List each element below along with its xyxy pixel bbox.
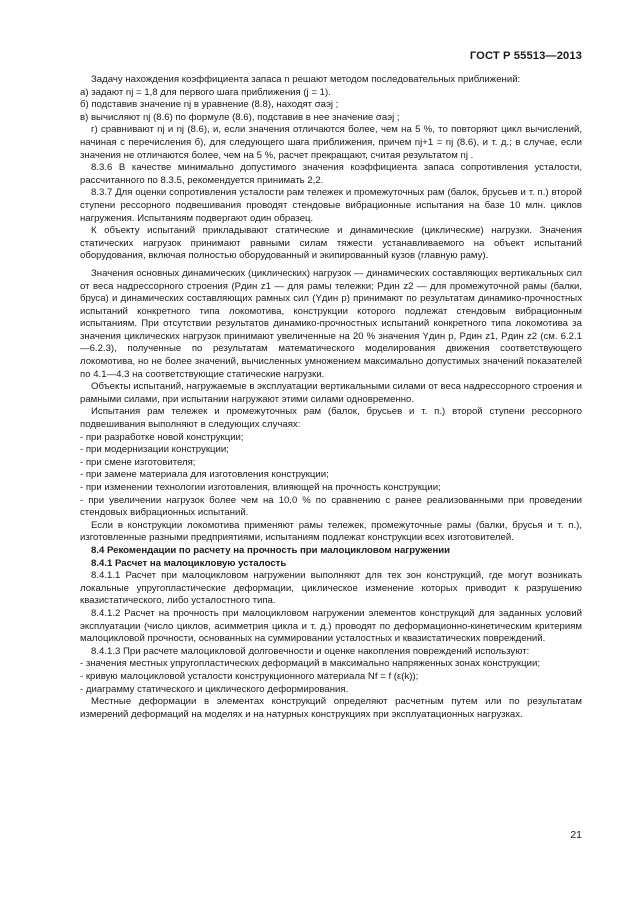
paragraph: а) задают nj = 1,8 для первого шага приближения (j = 1). (80, 86, 331, 98)
section-heading: 8.4 Рекомендации по расчету на прочность при малоцикловом нагружении (91, 544, 451, 556)
paragraph: - при изменении технологии изготовления, влияющей на прочность конструкции; (80, 482, 441, 493)
paragraph: - кривую малоцикловой усталости конструкционного материала Nf = f (ε(k)); (80, 670, 419, 682)
paragraph: Местные деформации в элементах конструкций определяют расчетным путем или по результатам измерений деформаций на моделях и на натурных конструкциях при эксплуатационных нагрузках. (80, 696, 582, 720)
page-number: 21 (570, 829, 582, 841)
document-body (80, 74, 582, 721)
paragraph: - диаграмму статического и циклического деформирования. (80, 683, 349, 695)
paragraph: 8.3.7 Для оценки сопротивления усталости рам тележек и промежуточных рам (балок, брусьев и т. п.) второй ступени рессорного подвешивания проводят стендовые вибрационные испытания на базе 10 млн. циклов нагружения. Испытаниям подвергают один образец. (80, 187, 582, 224)
paragraph: К объекту испытаний прикладывают статические и динамические (циклические) нагрузки. Значения статических нагрузок принимают равными силам тяжести устанавливаемого на объект испытаний оборудования, включая полностью оборудованный и экипированный кузов (главную раму). (80, 225, 582, 262)
paragraph: 8.4.1.2 Расчет на прочность при малоцикловом нагружении элементов конструкций для заданных условий эксплуатации (число циклов, асимметрия цикла и т. д.) проводят по деформационно-кинетическим критериям малоцикловой прочности, основанных на суммировании усталостных и квазистатических повреждений. (80, 607, 582, 645)
paragraph: Задачу нахождения коэффициента запаса n решают методом последовательных приближений: (91, 74, 521, 85)
paragraph: - при увеличении нагрузок более чем на 10,0 % по сравнению с ранее реализованными при проведении стендовых вибрационных испытаний. (80, 494, 582, 519)
paragraph: Если в конструкции локомотива применяют рамы тележек, промежуточные рамы (балки, брусья и т. п.), изготовленные разными предприятиями, испытаниям подлежат конструкции всех изготовителей. (80, 519, 582, 544)
paragraph: Испытания рам тележек и промежуточных рам (балок, брусьев и т. п.) второй ступени рессорного подвешивания выполняют в следующих случаях: (80, 406, 582, 431)
section-heading: 8.4.1 Расчет на малоцикловую усталость (91, 557, 287, 569)
paragraph: 8.3.6 В качестве минимально допустимого значения коэффициента запаса сопротивления усталости, рассчитанного по 8.3.5, рекомендуется принимать 2,2. (80, 162, 582, 186)
paragraph: Объекты испытаний, нагружаемые в эксплуатации вертикальными силами от веса надрессорного строения и рамными силами, при испытании нагружают этими силами одновременно. (80, 381, 582, 405)
paragraph: - при смене изготовителя; (80, 456, 196, 468)
paragraph: - при модернизации конструкции; (80, 444, 229, 456)
paragraph: Значения основных динамических (циклических) нагрузок — динамических составляющих вертикальных сил от веса надрессорного строения (Pдин z1 — для рамы тележки; Pдин z2 — для промежуточной рамы (балки, бруса) и динамических составляющих рамных сил (Yдин р) принимают по результатам динамико-прочностных испытаний конкретного типа локомотива, конструкции которого подлежат стендовым вибрационным испытаниям. При отсутствии результатов динамико-прочностных испытаний конкретного типа локомотива за значения циклических нагрузок принимают увеличенные на 20 % значения Yдин р, Pдин z1, Pдин z2 (см. 6.2.1—6.2.3), полученные по результатам математического моделирования движения соответствующего локомотива, но не более значений, вычисленных умножением максимально допустимых значений показателей по 4.1—4.3 на соответствующие статические нагрузки. (80, 267, 582, 380)
paragraph: в) вычисляют nj (8.6) по формуле (8.6), подставив в нее значение σaэj ; (80, 111, 400, 123)
paragraph: - при разработке новой конструкции; (80, 431, 244, 443)
paragraph: г) сравнивают nj и nj (8.6), и, если значения отличаются более, чем на 5 %, то повторяют цикл вычислений, начиная с перечисления б), для следующего шага приближения, причем nj+1 = nj (8.6), и т. д.; в случае, если значения не отличаются более, чем на 5 %, расчет прекращают, считая результатом nj . (80, 124, 582, 161)
document-header: ГОСТ Р 55513—2013 (469, 50, 582, 62)
paragraph: - при замене материала для изготовления конструкции; (80, 469, 329, 481)
paragraph: - значения местных упругопластических деформаций в максимально напряженных зонах конструкции; (80, 658, 540, 670)
paragraph: б) подставив значение nj в уравнение (8.8), находят σaэj ; (80, 99, 339, 111)
paragraph: 8.4.1.3 При расчете малоцикловой долговечности и оценке накопления повреждений используют: (91, 645, 530, 657)
paragraph: 8.4.1.1 Расчет при малоцикловом нагружении выполняют для тех зон конструкций, где могут возникать локальные упругопластические деформации, циклическое изменение которых приводит к разрушению квазистатического, либо усталостного типа. (80, 570, 582, 607)
